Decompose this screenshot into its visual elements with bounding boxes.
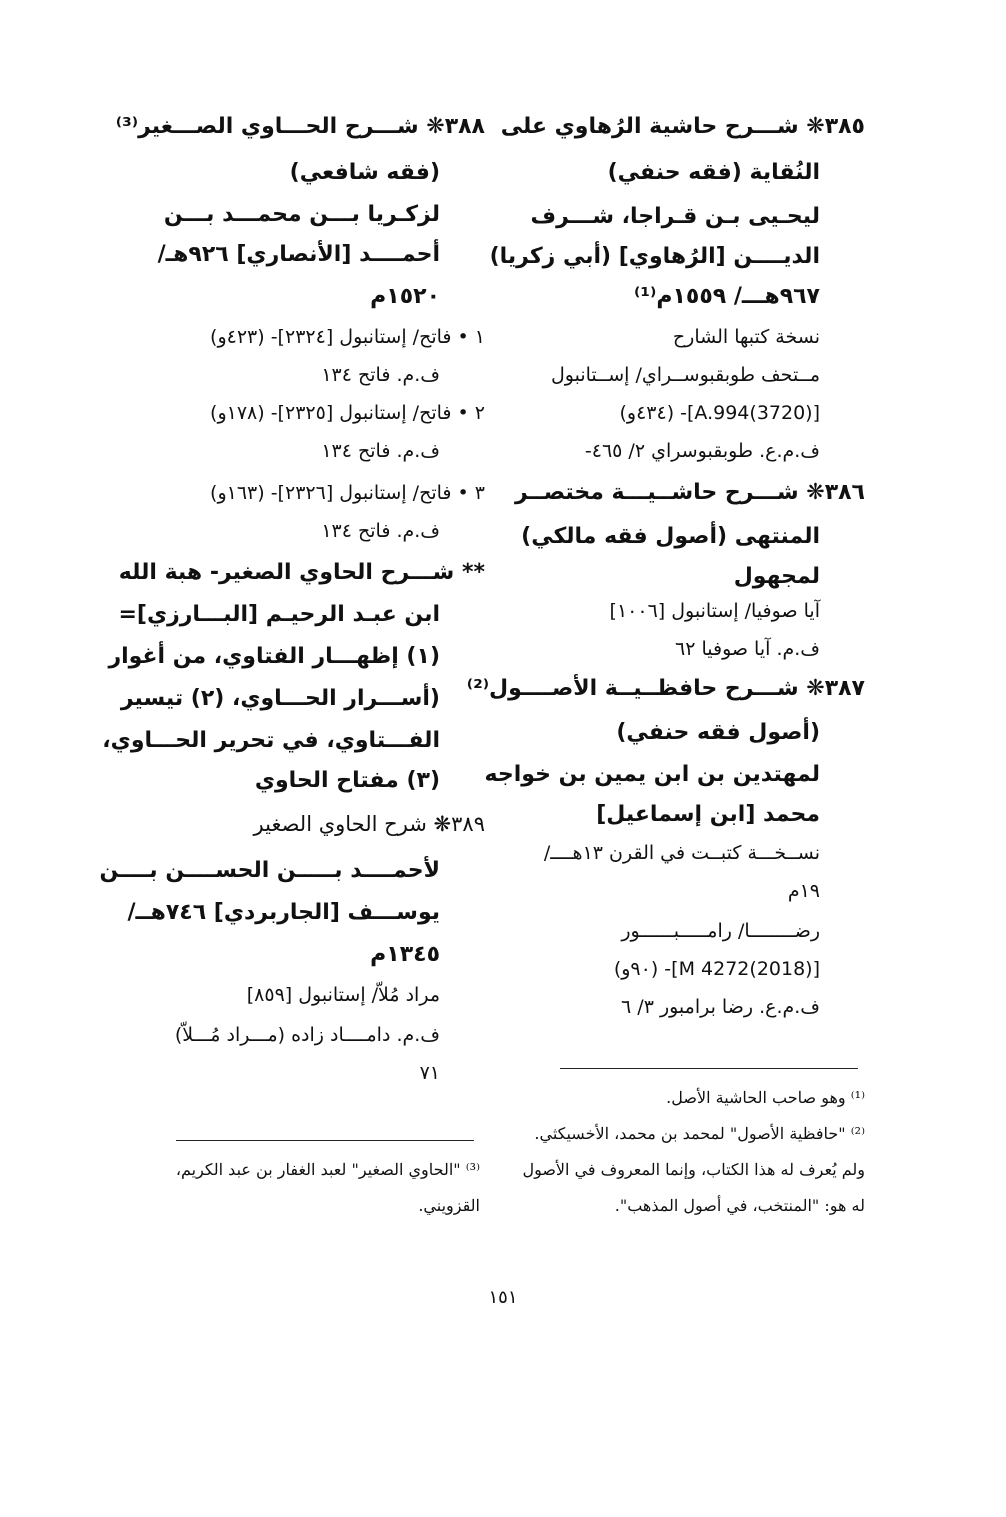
- entry-387-note-cont: ١٩م: [787, 880, 820, 902]
- entry-385-title: ٣٨٥❋ شـــرح حاشية الرُهاوي على: [500, 114, 865, 139]
- entry-388-date: ١٥٢٠م: [370, 284, 440, 309]
- entry-389-author: لأحمــــد بـــــن الحســــن بــــن: [99, 858, 440, 883]
- entry-385-author-cont: الديــــن [الرُهاوي] (أبي زكريا): [489, 244, 820, 269]
- cross-ref-line-6: (٣) مفتاح الحاوي: [254, 768, 440, 793]
- entry-388-catalog-3: ف.م. فاتح ١٣٤: [321, 520, 440, 542]
- entry-385-note: نسخة كتبها الشارح: [672, 326, 820, 348]
- entry-388-copy-1: ١ • فاتح/ إستانبول [٢٣٢٤]- (٤٢٣و): [210, 326, 485, 348]
- cross-ref-line-5: الفـــتاوي، في تحرير الحـــاوي،: [102, 728, 440, 753]
- entry-386-author: لمجهول: [733, 564, 820, 589]
- entry-386-title: ٣٨٦❋ شـــرح حاشــيـــة مختصــر: [515, 480, 865, 505]
- entry-385-date: ٩٦٧هـــ/ ١٥٥٩م⁽¹⁾: [634, 284, 820, 309]
- entry-385-subject: النُقاية (فقه حنفي): [607, 160, 820, 185]
- entry-385-author: ليحـيى بـن قـراجا، شـــرف: [530, 204, 820, 229]
- entry-389-catalog-cont: ٧١: [419, 1062, 440, 1084]
- cross-ref-line-3: (١) إظهـــار الفتاوي، من أغوار: [108, 644, 440, 669]
- footnote-2-cont-2: له هو: "المنتخب، في أصول المذهب".: [614, 1196, 865, 1215]
- footnote-1: ⁽¹⁾ وهو صاحب الحاشية الأصل.: [666, 1088, 865, 1107]
- entry-386-catalog: ف.م. آيا صوفيا ٦٢: [675, 638, 820, 660]
- entry-386-location: آيا صوفيا/ إستانبول [١٠٠٦]: [609, 600, 820, 622]
- entry-385-catalog: ف.م.ع. طوبقبوسراي ٢/ ٤٦٥-: [584, 440, 820, 462]
- entry-388-title: ٣٨٨❋ شـــرح الحـــاوي الصـــغير⁽³⁾: [115, 114, 485, 139]
- entry-389-author-cont: يوســـف [الجاربردي] ٧٤٦هــ/: [127, 900, 440, 925]
- footnotes-right: [520, 0, 865, 1230]
- entry-387-author: لمهتدين بن ابن يمين بن خواجه: [484, 762, 820, 787]
- entry-389-catalog: ف.م. دامــــاد زاده (مـــراد مُـــلاّ): [174, 1024, 440, 1046]
- entry-387-title: ٣٨٧❋ شـــرح حافظــيــة الأصــــول⁽²⁾: [466, 676, 865, 701]
- cross-ref-line-2: ابن عبـد الرحيـم [البـــارزي]=: [118, 602, 440, 627]
- footnote-3: ⁽³⁾ "الحاوي الصغير" لعبد الغفار بن عبد الكريم،: [175, 1160, 480, 1179]
- entry-387-location: رضــــــــا/ رامـــــبــــــور: [621, 920, 820, 942]
- footnote-2-cont: ولم يُعرف له هذا الكتاب، وإنما المعروف في الأصول: [522, 1160, 865, 1179]
- entry-388-copy-2: ٢ • فاتح/ إستانبول [٢٣٢٥]- (١٧٨و): [210, 402, 485, 424]
- entry-387-shelfmark: [(2018)4272 M]- (٩٠و): [613, 958, 820, 980]
- page-number: ١٥١: [488, 1287, 518, 1308]
- entry-388-catalog-2: ف.م. فاتح ١٣٤: [321, 440, 440, 462]
- entry-388-author-cont: أحمــــد [الأنصاري] ٩٢٦هـ/: [157, 242, 440, 267]
- entry-386-subject: المنتهى (أصول فقه مالكي): [521, 524, 820, 549]
- entry-389-date: ١٣٤٥م: [370, 942, 440, 967]
- footnote-2: ⁽²⁾ "حافظية الأصول" لمحمد بن محمد، الأخسيكثي.: [534, 1124, 865, 1143]
- entry-388-catalog-1: ف.م. فاتح ١٣٤: [321, 364, 440, 386]
- entry-387-author-cont: محمد [ابن إسماعيل]: [596, 802, 820, 827]
- entry-385-location: مــتحف طوبقبوســراي/ إســتانبول: [550, 364, 820, 386]
- entry-387-catalog: ف.م.ع. رضا برامبور ٣/ ٦: [621, 996, 820, 1018]
- cross-ref-title: ** شـــرح الحاوي الصغير- هبة الله: [118, 560, 485, 585]
- entry-389-location: مراد مُلاّ/ إستانبول [٨٥٩]: [246, 984, 440, 1006]
- entry-389-title: ٣٨٩❋ شرح الحاوي الصغير: [253, 812, 485, 836]
- entry-388-author: لزكـريا بـــن محمـــد بـــن: [163, 202, 440, 227]
- entry-388-subject: (فقه شافعي): [289, 160, 440, 185]
- entry-385-shelfmark: [(3720)A.994]- (٤٣٤و): [619, 402, 820, 424]
- cross-ref-line-4: (أســـرار الحـــاوي، (٢) تيسير: [120, 686, 440, 711]
- entry-388-copy-3: ٣ • فاتح/ إستانبول [٢٣٢٦]- (١٦٣و): [210, 482, 485, 504]
- footnotes-left: [135, 0, 480, 1230]
- entry-387-subject: (أصول فقه حنفي): [616, 720, 820, 745]
- entry-387-note: نســخـــة كتبــت في القرن ١٣هــــ/: [543, 842, 820, 864]
- footnote-3-cont: القزويني.: [418, 1196, 480, 1215]
